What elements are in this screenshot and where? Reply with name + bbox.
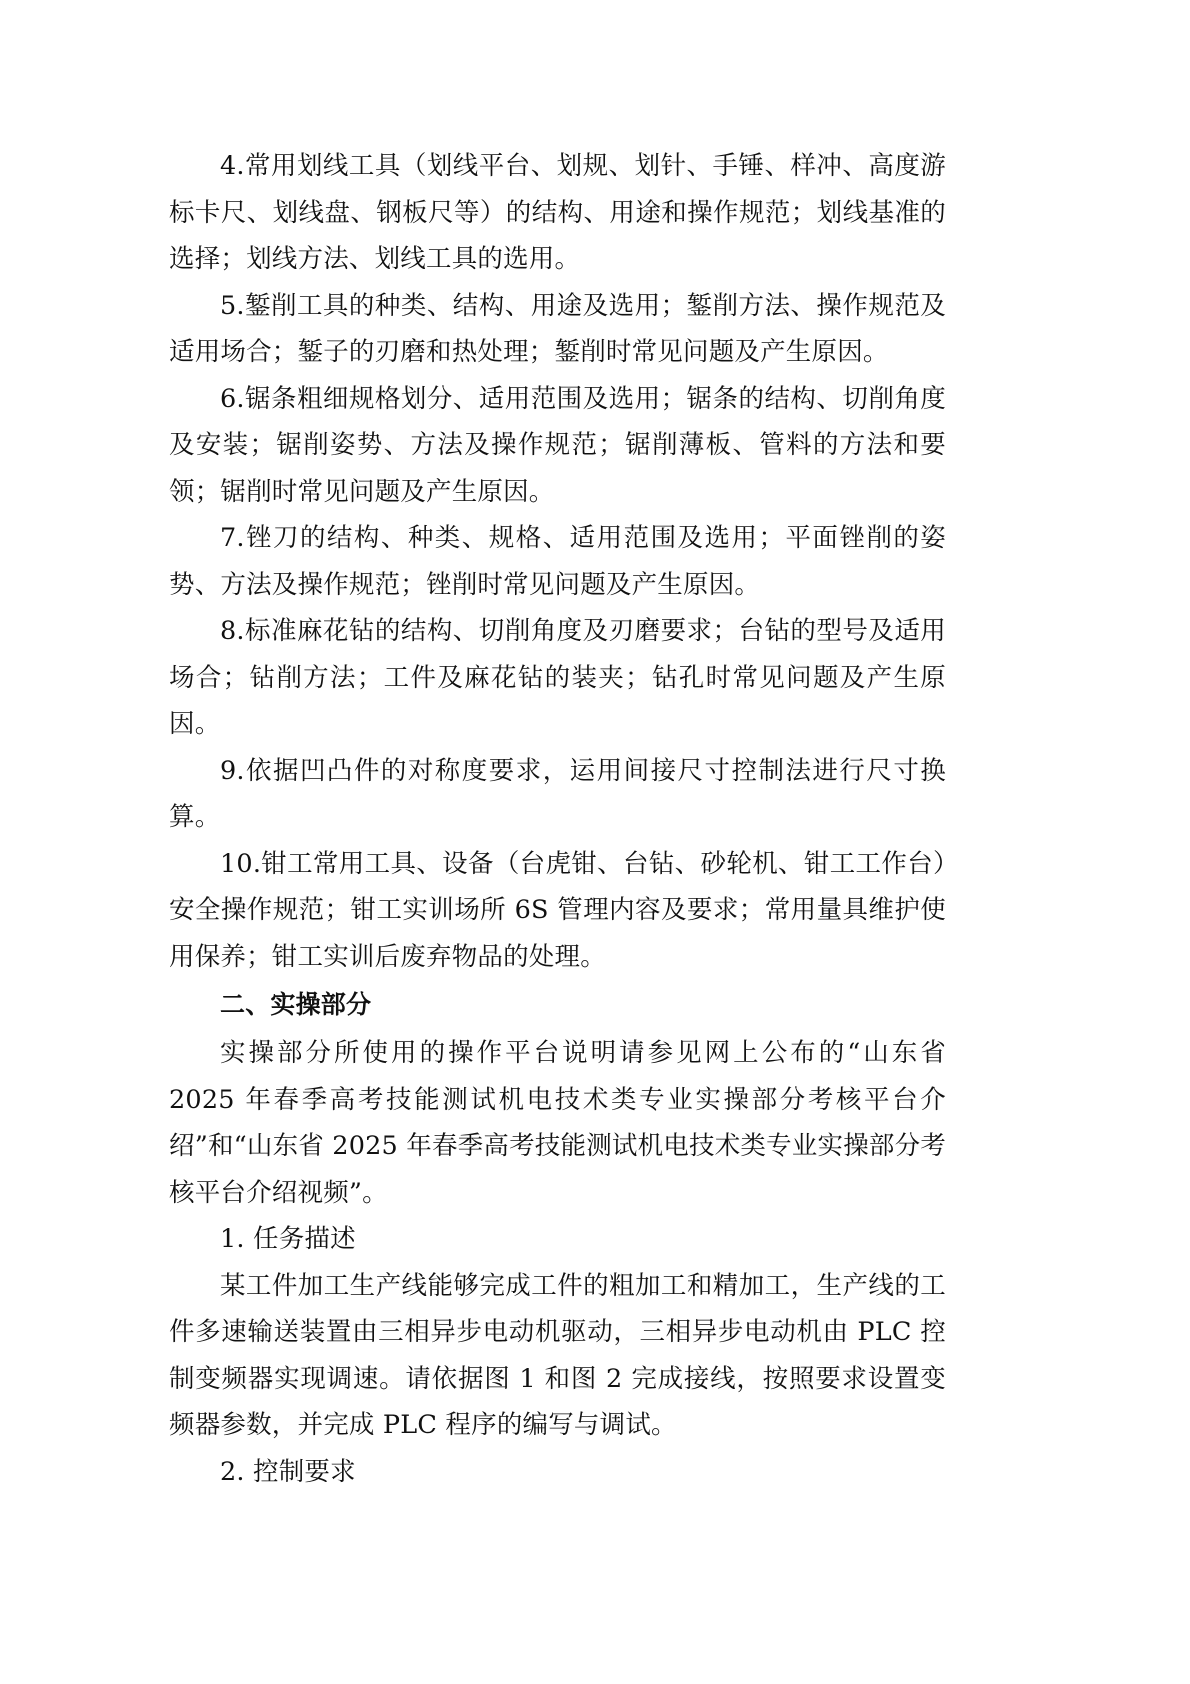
theory-item-6 xyxy=(169,376,946,516)
item-text: 钳工常用工具、设备（台虎钳、台钻、砂轮机、钳工工作台）安全操作规范；钳工实训场所 6S 管理内容及要求；常用量具维护使用保养；钳工实训后废弃物品的处理。 xyxy=(169,848,946,972)
subsection-title-task: 1. 任务描述 xyxy=(220,1224,356,1254)
intro-paragraph: 实操部分所使用的操作平台说明请参见网上公布的“山东省 2025 年春季高考技能测试机电技术类专业实操部分考核平台介绍”和“山东省 2025 年春季高考技能测试机电技术类专业实操部分考核平台介绍视频”。 xyxy=(169,1038,946,1208)
theory-item-4 xyxy=(169,143,946,283)
item-number: 10. xyxy=(220,848,262,879)
theory-item-9 xyxy=(169,748,946,841)
item-text: 锉刀的结构、种类、规格、适用范围及选用；平面锉削的姿势、方法及操作规范；锉削时常见问题及产生原因。 xyxy=(169,523,946,600)
subsection-title-control: 2. 控制要求 xyxy=(220,1456,356,1487)
item-number: 9. xyxy=(220,755,245,786)
item-number: 8. xyxy=(220,616,245,646)
item-text: 錾削工具的种类、结构、用途及选用；錾削方法、操作规范及适用场合；錾子的刃磨和热处理；錾削时常见问题及产生原因。 xyxy=(169,290,946,367)
item-number: 4. xyxy=(220,151,245,181)
task-description: 某工件加工生产线能够完成工件的粗加工和精加工，生产线的工件多速输送装置由三相异步电动机驱动，三相异步电动机由 PLC 控制变频器实现调速。请依据图 1 和图 2 完成接线，按照要求设置变频器参数，并完成 PLC 程序的编写与调试。 xyxy=(169,1270,946,1440)
theory-item-10 xyxy=(169,841,946,981)
item-number: 5. xyxy=(220,290,245,321)
item-text: 标准麻花钻的结构、切削角度及刃磨要求；台钻的型号及适用场合；钻削方法；工件及麻花钻的装夹；钻孔时常见问题及产生原因。 xyxy=(169,616,946,739)
theory-item-8 xyxy=(169,608,946,748)
item-text: 锯条粗细规格划分、适用范围及选用；锯条的结构、切削角度及安装；锯削姿势、方法及操作规范；锯削薄板、管料的方法和要领；锯削时常见问题及产生原因。 xyxy=(169,383,946,507)
item-number: 7. xyxy=(220,523,245,553)
section-heading-practical: 二、实操部分 xyxy=(220,990,372,1019)
theory-item-5 xyxy=(169,283,946,376)
item-number: 6. xyxy=(220,383,245,414)
theory-item-7 xyxy=(169,515,946,608)
item-text: 依据凹凸件的对称度要求，运用间接尺寸控制法进行尺寸换算。 xyxy=(169,755,946,832)
item-text: 常用划线工具（划线平台、划规、划针、手锤、样冲、高度游标卡尺、划线盘、钢板尺等）的结构、用途和操作规范；划线基准的选择；划线方法、划线工具的选用。 xyxy=(169,151,946,274)
document-page xyxy=(169,143,946,1495)
